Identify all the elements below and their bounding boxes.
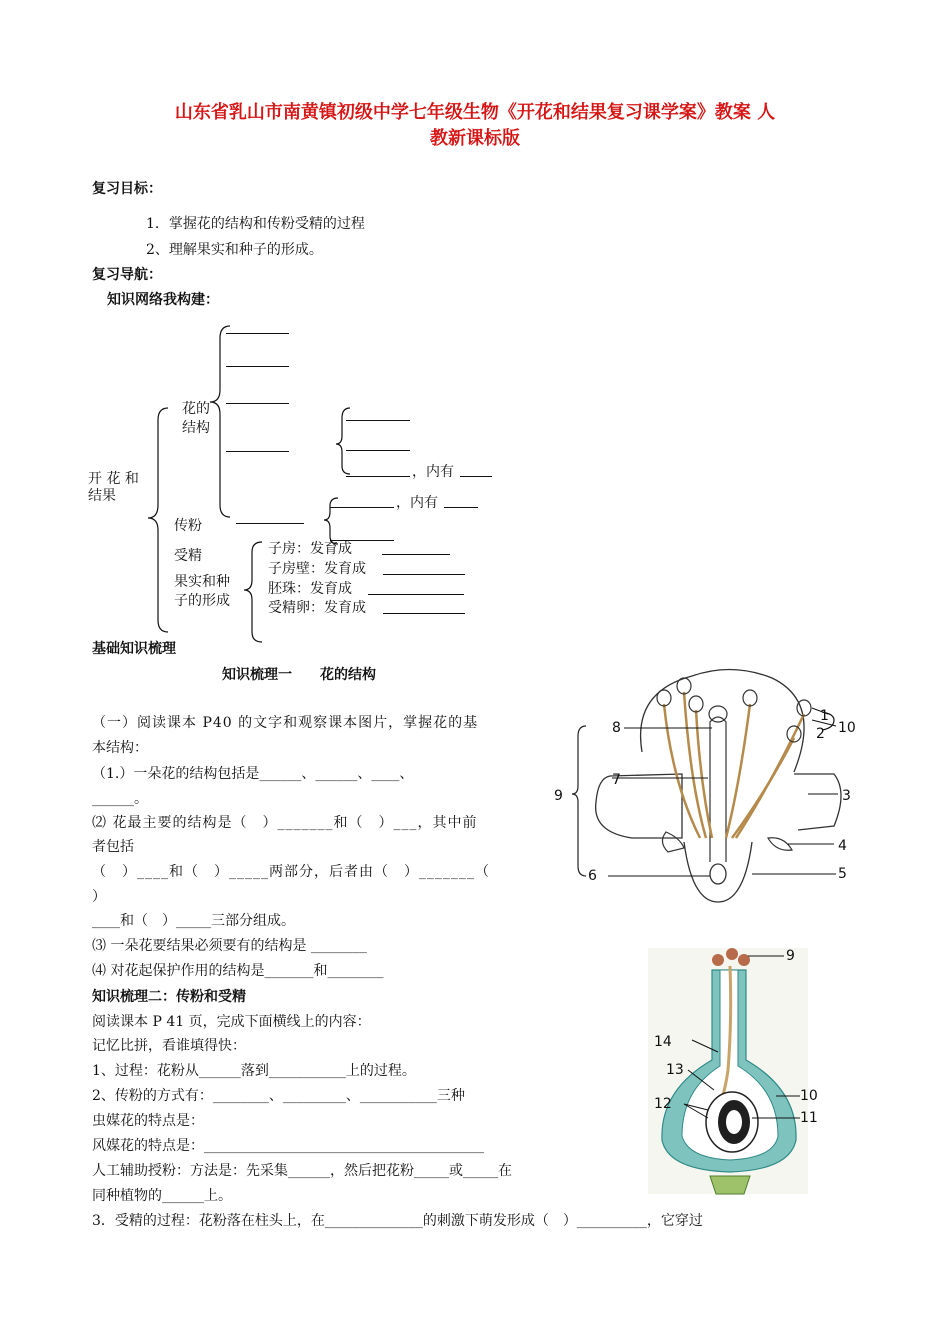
figure1-label-3: 3 [842,788,851,804]
blank-line[interactable] [444,507,478,508]
mindmap-fertilization: 受精 [174,548,202,564]
figure2-label-10: 10 [800,1088,818,1104]
section2-wind: 风媒花的特点是：________________________________________ [92,1138,484,1154]
mindmap-ovary: 子房：发育成 [268,541,352,557]
blank-line[interactable] [460,476,492,477]
figure2-label-14: 14 [654,1034,672,1050]
blank-line[interactable] [226,333,289,334]
inside-label-1: ，内有 [412,464,454,480]
blank-line[interactable] [226,366,289,367]
section2-fertilization: 3．受精的过程：花粉落在柱头上，在______________的刺激下萌发形成（ ）__________，它穿过 [92,1213,703,1229]
mindmap-root-line-2: 结果 [88,488,116,504]
mindmap-ovary-wall: 子房壁：发育成 [268,561,366,577]
p1-line-2: 本结构： [92,740,148,756]
figure1-label-10: 10 [838,720,856,736]
blank-line[interactable] [346,476,410,477]
question-4: ⑷ 对花起保护作用的结构是_______和________ [92,963,384,979]
question-3: ⑶ 一朵花要结果必须要有的结构是 ________ [92,938,367,954]
blank-line[interactable] [346,450,410,451]
figure1-label-4: 4 [838,838,847,854]
title-line-2: 教新课标版 [430,128,520,149]
mindmap-zygote: 受精卵：发育成 [268,600,366,616]
blank-line[interactable] [226,451,289,452]
figure2-label-13: 13 [666,1062,684,1078]
mindmap-flower-structure-line-2: 结构 [182,420,210,436]
section2-title: 知识梳理二：传粉和受精 [92,989,246,1005]
question-1: （1.）一朵花的结构包括是______、______、____、 [92,766,414,782]
mindmap-ovule: 胚珠：发育成 [268,581,352,597]
inside-label-2: ，内有 [396,495,438,511]
figure1-label-2: 2 [816,726,825,742]
mindmap-pollination: 传粉 [174,518,202,534]
guide-heading: 复习导航： [92,267,162,283]
figure2-label-12: 12 [654,1096,672,1112]
blank-line[interactable] [383,574,465,575]
objective-item-1: 1．掌握花的结构和传粉受精的过程 [146,216,365,232]
section2-process: 1、过程：花粉从______落到___________上的过程。 [92,1063,416,1079]
p1-line-1: （一）阅读课本 P40 的文字和观察课本图片，掌握花的基 [92,715,479,731]
section2-insect: 虫媒花的特点是： [92,1113,204,1129]
question-2d: ） [92,889,106,905]
section2-memory: 记忆比拼，看谁填得快： [92,1038,246,1054]
figure1-label-7: 7 [612,772,621,788]
objectives-heading: 复习目标： [92,181,162,197]
blank-line[interactable] [330,507,394,508]
question-2b: 者包括 [92,839,134,855]
blank-line[interactable] [226,403,289,404]
question-2e: ____和（ ）_____三部分组成。 [92,913,295,929]
network-heading: 知识网络我构建： [107,292,219,308]
blank-line[interactable] [382,554,450,555]
section2-read: 阅读课本 P 41 页，完成下面横线上的内容： [92,1014,371,1030]
figure2-label-9: 9 [786,948,795,964]
section2-ways: 2、传粉的方式有：________、_________、___________三种 [92,1088,465,1104]
question-2: ⑵ 花最主要的结构是（ ）_______和（ ）___，其中前 [92,815,478,831]
question-2c: （ ）____和（ ）_____两部分，后者由（ ）_______（ [92,864,490,880]
blank-line[interactable] [368,594,464,595]
blank-line[interactable] [236,523,304,524]
figure1-label-9: 9 [554,788,563,804]
mindmap-fruit-line-2: 子的形成 [174,593,230,609]
blank-line[interactable] [346,420,410,421]
mindmap-flower-structure-line-1: 花的 [182,401,210,417]
section2-artificial-2: 同种植物的______上。 [92,1188,232,1204]
mindmap-sub-braces [320,400,400,550]
mindmap-fruit-line-1: 果实和种 [174,574,230,590]
blank-line[interactable] [383,613,465,614]
figure1-label-5: 5 [838,866,847,882]
section2-artificial: 人工辅助授粉：方法是：先采集______，然后把花粉_____或_____在 [92,1163,512,1179]
flower-structure-diagram [554,662,872,910]
title-line-1: 山东省乳山市南黄镇初级中学七年级生物《开花和结果复习课学案》教案 人 [174,102,776,123]
document-title [80,100,870,152]
basics-heading: 基础知识梳理 [92,641,176,657]
mindmap-root-line-1: 开 花 和 [88,471,139,487]
objective-item-2: 2、理解果实和种子的形成。 [146,242,323,258]
figure1-label-8: 8 [612,720,621,736]
section1-title: 知识梳理一 花的结构 [222,667,376,683]
figure1-label-1: 1 [820,708,829,724]
question-1b: ______。 [92,791,148,807]
figure2-label-11: 11 [800,1110,818,1126]
figure1-label-6: 6 [588,868,597,884]
pistil-fertilization-diagram [640,940,840,1200]
